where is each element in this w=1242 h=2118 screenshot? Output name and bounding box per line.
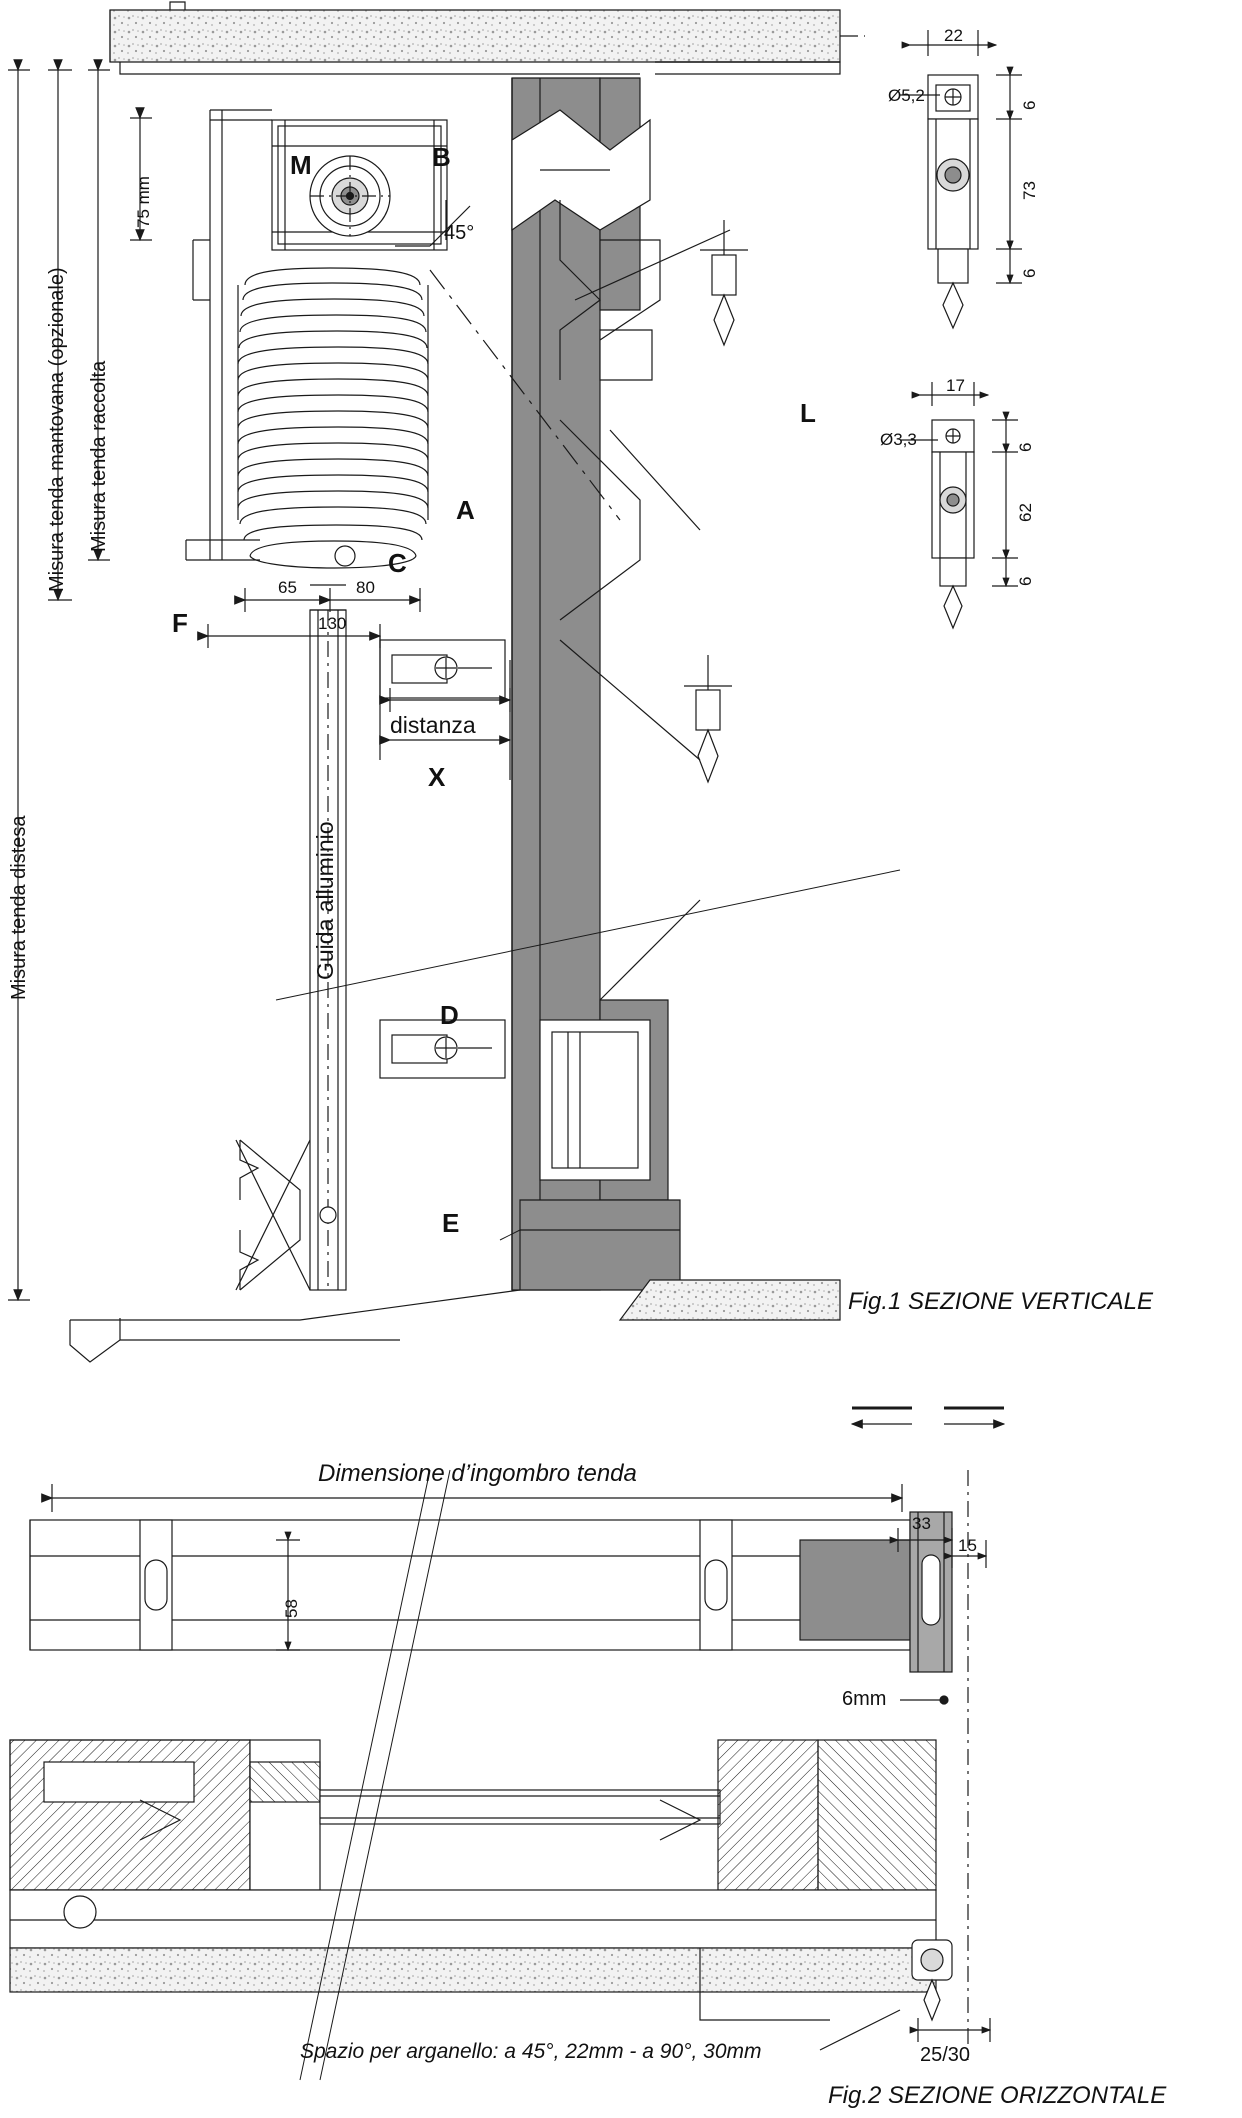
- dim-130: 130: [318, 614, 347, 633]
- caption-fig1: Fig.1 SEZIONE VERTICALE: [848, 1288, 1153, 1315]
- dim-hole-33: Ø3,3: [880, 430, 917, 449]
- dim-6-top: 6: [1020, 100, 1039, 110]
- part-m: M: [290, 150, 312, 180]
- dim-6-bottom: 6: [1020, 268, 1039, 278]
- dim-6-bottom-2: 6: [1016, 576, 1035, 586]
- dim-hole-52: Ø5,2: [888, 86, 925, 105]
- dim-58: 58: [282, 1599, 301, 1618]
- dim-distanza: distanza: [390, 712, 476, 738]
- label-guida-alluminio: Guida alluminio: [312, 821, 338, 980]
- dim-62: 62: [1016, 503, 1035, 522]
- dim-15: 15: [958, 1536, 977, 1555]
- label-misura-tenda-raccolta: Misura tenda raccolta: [88, 360, 110, 552]
- dim-80: 80: [356, 578, 375, 597]
- part-x: X: [428, 762, 446, 792]
- part-b: B: [432, 142, 451, 172]
- part-f: F: [172, 608, 188, 638]
- dim-6-top-2: 6: [1016, 442, 1035, 452]
- part-a: A: [456, 495, 475, 525]
- dim-6mm: 6mm: [842, 1688, 887, 1710]
- part-e: E: [442, 1208, 460, 1238]
- note-arganello: Spazio per arganello: a 45°, 22mm - a 90°, 30mm: [300, 2040, 762, 2063]
- part-l: L: [800, 398, 816, 428]
- dim-22: 22: [944, 26, 963, 45]
- dim-17: 17: [946, 376, 965, 395]
- part-c: C: [388, 548, 407, 578]
- caption-fig2: Fig.2 SEZIONE ORIZZONTALE: [828, 2082, 1167, 2109]
- label-misura-tenda-mantovana: Misura tenda mantovana (opzionale): [46, 267, 68, 592]
- label-75mm: 75 mm: [134, 176, 153, 228]
- dim-25-30: 25/30: [920, 2044, 971, 2066]
- dim-angle-45: 45°: [444, 222, 475, 244]
- label-dimensione-ingombro: Dimensione d’ingombro tenda: [318, 1460, 637, 1487]
- dim-33: 33: [912, 1514, 931, 1533]
- dim-73: 73: [1020, 181, 1039, 200]
- part-d: D: [440, 1000, 459, 1030]
- dim-65: 65: [278, 578, 297, 597]
- label-misura-tenda-distesa: Misura tenda distesa: [8, 815, 30, 1000]
